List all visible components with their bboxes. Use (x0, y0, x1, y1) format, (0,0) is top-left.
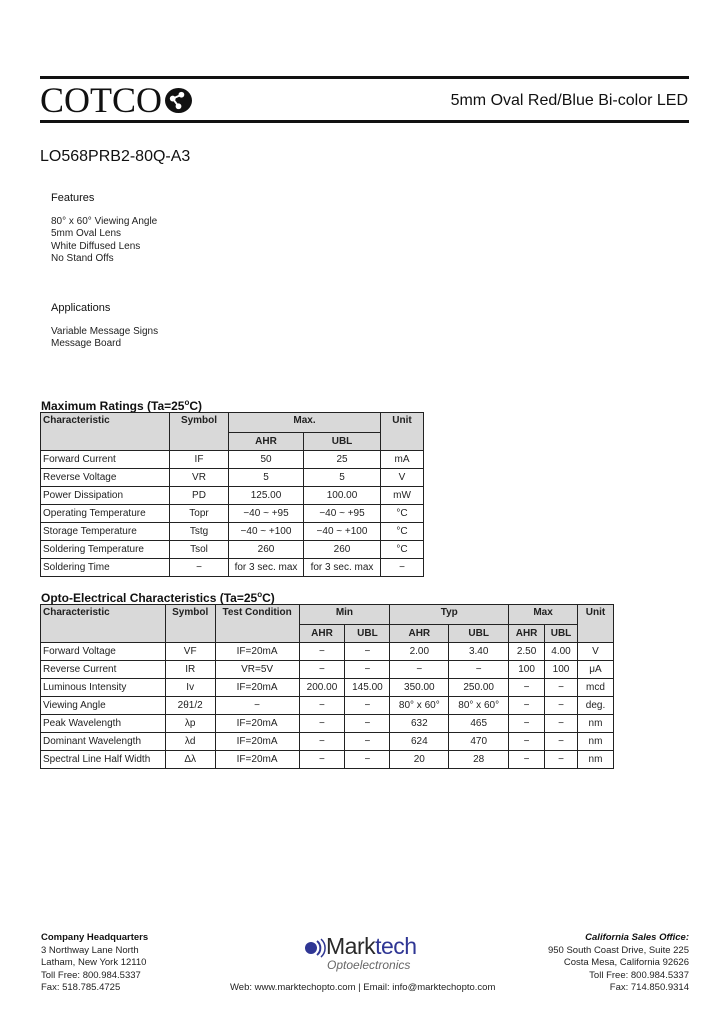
features-list (51, 216, 157, 265)
sales-address-line: 950 South Coast Drive, Suite 225 (547, 944, 689, 956)
table-row: Storage Temperature Tstg −40 ~ +100 −40 ~ +100 °C (41, 523, 424, 541)
header-bottom-rule (40, 120, 689, 123)
col-header-characteristic: Characteristic (41, 605, 166, 643)
features-heading: Features (51, 192, 95, 204)
table-row: Forward Voltage VF IF=20mA − − 2.00 3.40 2.50 4.00 V (41, 643, 614, 661)
col-header-symbol: Symbol (170, 413, 229, 451)
marktech-tagline: Optoelectronics (327, 958, 411, 972)
sales-address-line: Costa Mesa, California 92626 (563, 957, 689, 968)
sales-office-heading: California Sales Office: (585, 932, 689, 943)
brand-name: COTCO (40, 80, 163, 120)
marktech-logo (304, 934, 417, 958)
table-row: Spectral Line Half Width Δλ IF=20mA − − 20 28 − − nm (41, 751, 614, 769)
max-ratings-table (40, 412, 424, 577)
col-header-ahr: AHR (229, 433, 304, 451)
applications-list (51, 326, 158, 351)
col-header-unit: Unit (381, 413, 424, 451)
hq-address-line: 3 Northway Lane North (41, 944, 139, 956)
col-header-unit: Unit (578, 605, 614, 643)
header-top-rule (40, 76, 689, 79)
marktech-word: Mark (326, 933, 376, 959)
table-row: Soldering Temperature Tsol 260 260 °C (41, 541, 424, 559)
opto-electrical-table (40, 604, 614, 769)
part-number: LO568PRB2-80Q-A3 (40, 148, 191, 165)
hq-fax: Fax: 518.785.4725 (41, 982, 121, 993)
table-row: Operating Temperature Topr −40 ~ +95 −40 ~ +95 °C (41, 505, 424, 523)
col-header-typ-ubl: UBL (449, 625, 509, 643)
marktech-logo-icon (304, 938, 326, 958)
col-header-max-ubl: UBL (545, 625, 578, 643)
cotco-logo-icon (164, 87, 193, 114)
table-row: Soldering Time − for 3 sec. max for 3 sec. max − (41, 559, 424, 577)
hq-phone: Toll Free: 800.984.5337 (41, 969, 141, 981)
col-header-typ: Typ (390, 605, 509, 625)
marktech-word-accent: tech (375, 933, 417, 959)
application-item: Message Board (51, 338, 122, 350)
col-header-max: Max (509, 605, 578, 625)
col-header-max-ahr: AHR (509, 625, 545, 643)
opto-title: Opto-Electrical Characteristics $(Ta=25^oC)$ (41, 590, 275, 605)
col-header-test-condition: Test Condition (215, 605, 299, 643)
table-row: Peak Wavelength λp IF=20mA − − 632 465 − − nm (41, 715, 614, 733)
table-row: Forward Current IF 50 25 mA (41, 451, 424, 469)
sales-office-block (548, 932, 689, 995)
feature-item: 80° x 60° Viewing Angle (51, 216, 158, 227)
hq-address-line: Latham, New York 12110 (41, 957, 147, 968)
table-row: Viewing Angle 2θ1/2 − − − 80° x 60° 80° x 60° − − deg. (41, 697, 614, 715)
table-row: Power Dissipation PD 125.00 100.00 mW (41, 487, 424, 505)
col-header-min-ahr: AHR (299, 625, 345, 643)
col-header-max: Max. (229, 413, 381, 433)
headquarters-block (41, 932, 148, 995)
col-header-typ-ahr: AHR (390, 625, 449, 643)
col-header-symbol: Symbol (165, 605, 215, 643)
applications-heading: Applications (51, 302, 111, 314)
col-header-min: Min (299, 605, 390, 625)
headquarters-heading: Company Headquarters (41, 932, 149, 943)
sales-fax: Fax: 714.850.9314 (609, 982, 689, 993)
table-row: Reverse Current IR VR=5V − − − − 100 100 μA (41, 661, 614, 679)
table-row: Luminous Intensity Iv IF=20mA 200.00 145.00 350.00 250.00 − − mcd (41, 679, 614, 697)
max-ratings-title: Maximum Ratings $(Ta=25^oC)$ (41, 398, 203, 413)
feature-item: 5mm Oval Lens (51, 228, 122, 240)
col-header-min-ubl: UBL (345, 625, 390, 643)
col-header-characteristic: Characteristic (41, 413, 170, 451)
contact-line: Web: www.marktechopto.com | Email: info@marktechopto.com (230, 982, 496, 993)
table-row: Dominant Wavelength λd IF=20mA − − 624 470 − − nm (41, 733, 614, 751)
col-header-ubl: UBL (304, 433, 381, 451)
cotco-logo (40, 82, 193, 118)
table-row: Reverse Voltage VR 5 5 V (41, 469, 424, 487)
sales-phone: Toll Free: 800.984.5337 (589, 969, 689, 981)
feature-item: White Diffused Lens (51, 240, 141, 252)
document-title: 5mm Oval Red/Blue Bi-color LED (450, 92, 688, 109)
feature-item: No Stand Offs (51, 252, 114, 264)
application-item: Variable Message Signs (51, 326, 159, 337)
